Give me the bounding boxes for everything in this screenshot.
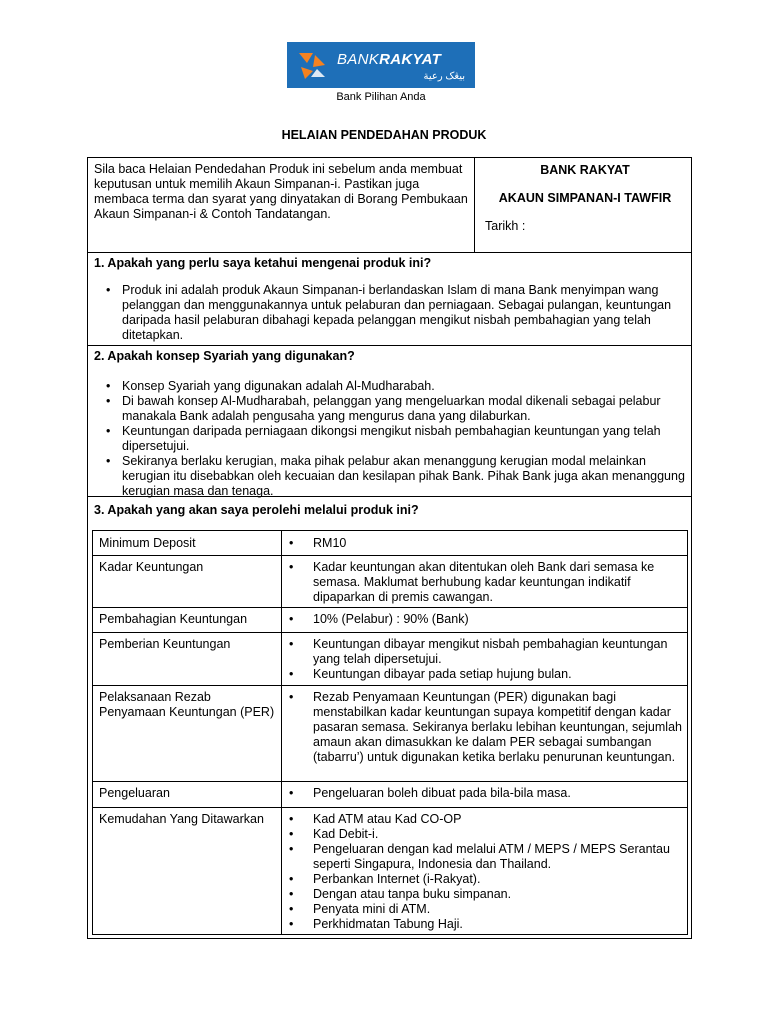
row-values: [285, 637, 685, 682]
list-item: • Sekiranya berlaku kerugian, maka pihak pelabur akan menanggung kerugian modal melainkan kerugian itu disebabkan oleh kecuaian dan kesilapan pihak Bank. Pihak Bank juga akan menanggung kerugian masa dan tenaga.: [88, 454, 688, 499]
row-values: [285, 612, 685, 627]
list-item: • Dengan atau tanpa buku simpanan.: [285, 887, 685, 902]
section-1-list: [88, 283, 688, 343]
list-item: • Pengeluaran boleh dibuat pada bila-bila masa.: [285, 786, 685, 801]
row-label: Minimum Deposit: [99, 536, 196, 550]
row-label: Pembahagian Keuntungan: [99, 612, 248, 626]
benefits-table: [92, 530, 688, 935]
list-item: • Keuntungan daripada perniagaan dikongsi mengikut nisbah pembahagian keuntungan yang telah dipersetujui.: [88, 424, 688, 454]
list-item: • Pengeluaran dengan kad melalui ATM / MEPS / MEPS Serantau seperti Singapura, Indonesia dan Thailand.: [285, 842, 685, 872]
row-label: Kemudahan Yang Ditawarkan: [99, 812, 264, 826]
section-2-heading: 2. Apakah konsep Syariah yang digunakan?: [94, 349, 355, 363]
list-item: • Keuntungan dibayar pada setiap hujung bulan.: [285, 667, 685, 682]
row-label: Pengeluaran: [99, 786, 170, 800]
list-item: • Kad ATM atau Kad CO-OP: [285, 812, 685, 827]
disclosure-table: [87, 157, 692, 939]
brand-arabic: بيڠک رعية: [423, 71, 465, 82]
row-values: [285, 690, 685, 765]
document-title: HELAIAN PENDEDAHAN PRODUK: [281, 128, 487, 142]
row-values: [285, 560, 685, 605]
bank-name: BANK RAKYAT: [540, 163, 630, 177]
list-item: • Di bawah konsep Al-Mudharabah, pelanggan yang mengeluarkan modal dikenali sebagai pelabur manakala Bank adalah pengusaha yang mengurus dana yang dilaburkan.: [88, 394, 688, 424]
row-label: Pemberian Keuntungan: [99, 637, 231, 651]
row-values: [285, 812, 685, 932]
list-item: • Keuntungan dibayar mengikut nisbah pembahagian keuntungan yang telah dipersetujui.: [285, 637, 685, 667]
brand-tagline: Bank Pilihan Anda: [336, 91, 426, 103]
rakyat-emblem-icon: [295, 49, 329, 81]
row-label: Kadar Keuntungan: [99, 560, 204, 574]
brand-name: BANKRAKYAT: [337, 51, 442, 68]
list-item: • Produk ini adalah produk Akaun Simpanan-i berlandaskan Islam di mana Bank menyimpan wang pelanggan dan menggunakannya untuk pelaburan dan perniagaan. Sebagai pulangan, keuntungan daripada hasil pelaburan dibahagi kepada pelanggan mengikut nisbah pembahagian yang telah ditetapkan.: [88, 283, 688, 343]
section-2-list: [88, 379, 688, 499]
section-1-heading: 1. Apakah yang perlu saya ketahui mengenai produk ini?: [94, 256, 432, 270]
list-item: • Rezab Penyamaan Keuntungan (PER) digunakan bagi menstabilkan kadar keuntungan supaya kompetitif dengan kadar pasaran semasa. Sekiranya berlaku lebihan keuntungan, sejumlah amaun akan dimasukkan ke dalam PER sebagai sumbangan (tabarru’) untuk digunakan ketika berlaku penurunan keuntungan.: [285, 690, 685, 765]
list-item: • 10% (Pelabur) : 90% (Bank): [285, 612, 685, 627]
date-label: Tarikh :: [485, 219, 526, 233]
bank-rakyat-logo: [287, 42, 475, 88]
row-values: [285, 786, 685, 801]
account-name: AKAUN SIMPANAN-I TAWFIR: [498, 191, 672, 205]
row-values: [285, 536, 685, 551]
list-item: • Perbankan Internet (i-Rakyat).: [285, 872, 685, 887]
list-item: • Penyata mini di ATM.: [285, 902, 685, 917]
intro-text: Sila baca Helaian Pendedahan Produk ini sebelum anda membuat keputusan untuk memilih Akaun Simpanan-i. Pastikan juga membaca terma dan syarat yang dinyatakan di Borang Pembukaan Akaun Simpanan-i & Contoh Tandatangan.: [94, 162, 468, 221]
list-item: • Konsep Syariah yang digunakan adalah Al-Mudharabah.: [88, 379, 688, 394]
row-label: Pelaksanaan Rezab Penyamaan Keuntungan (PER): [99, 690, 275, 719]
list-item: • Kadar keuntungan akan ditentukan oleh Bank dari semasa ke semasa. Maklumat berhubung kadar keuntungan indikatif dipaparkan di premis cawangan.: [285, 560, 685, 605]
list-item: • Perkhidmatan Tabung Haji.: [285, 917, 685, 932]
list-item: • Kad Debit-i.: [285, 827, 685, 842]
section-3-heading: 3. Apakah yang akan saya perolehi melalui produk ini?: [94, 503, 419, 517]
list-item: • RM10: [285, 536, 685, 551]
